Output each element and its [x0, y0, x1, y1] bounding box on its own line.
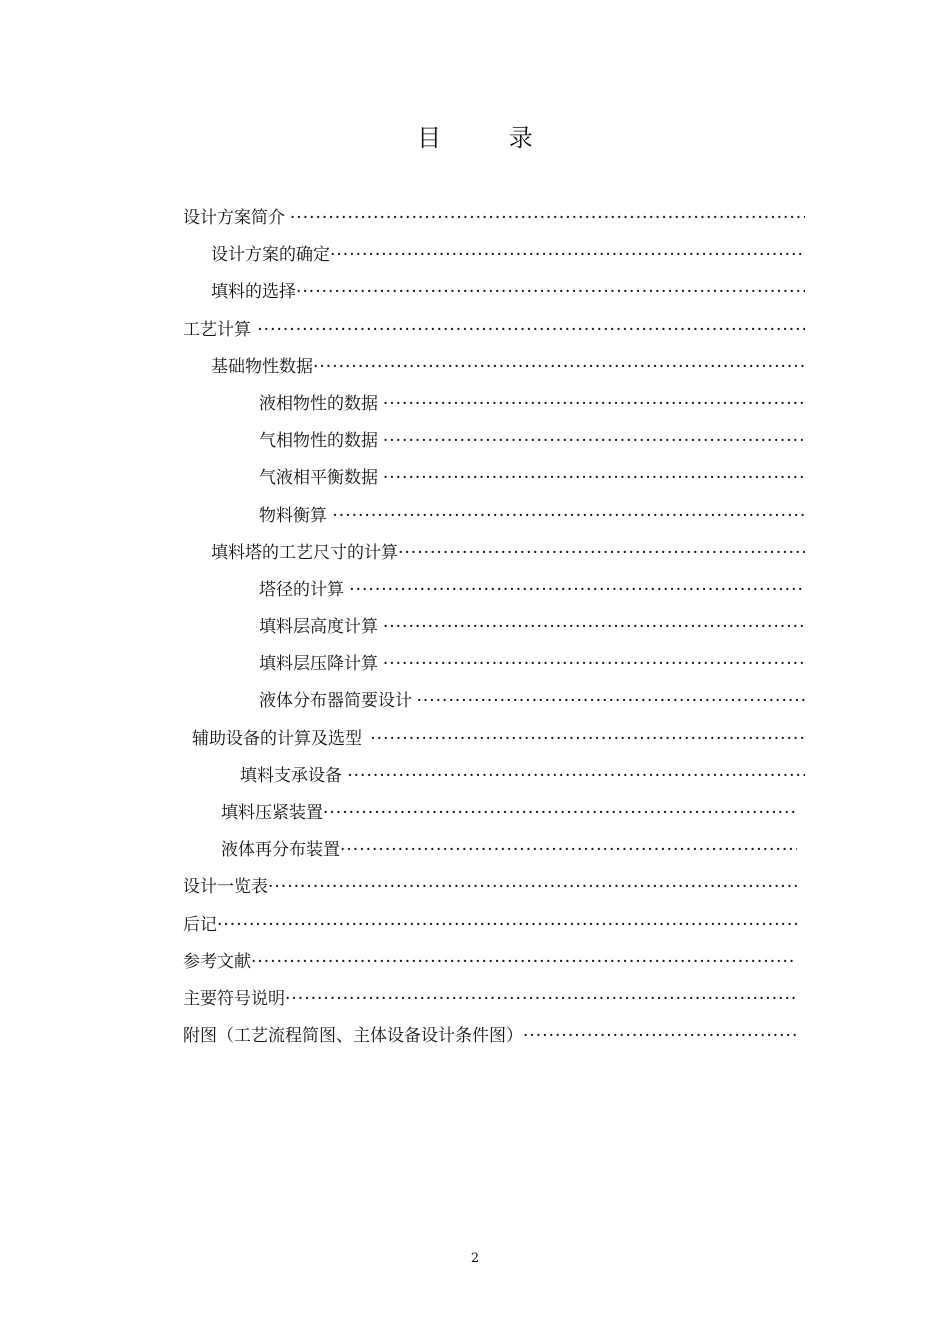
- toc-entry-label: 设计方案简介: [183, 208, 285, 228]
- table-of-contents: [0, 207, 950, 1062]
- toc-entry[interactable]: [0, 802, 950, 839]
- page-number: 2: [470, 1251, 480, 1266]
- toc-leader-dots: [332, 505, 805, 527]
- toc-entry[interactable]: [0, 876, 950, 913]
- toc-entry-label: 填料支承设备: [240, 765, 342, 786]
- toc-entry[interactable]: [0, 207, 950, 244]
- toc-entry[interactable]: [0, 467, 950, 504]
- toc-entry[interactable]: [0, 244, 950, 281]
- toc-entry[interactable]: [0, 951, 950, 988]
- toc-leader-dots: [383, 430, 805, 452]
- toc-entry[interactable]: [0, 765, 950, 802]
- toc-entry-label: 基础物性数据: [211, 356, 313, 377]
- toc-leader-dots: [383, 393, 805, 415]
- toc-entry-label: 设计方案的确定: [211, 245, 330, 266]
- toc-entry[interactable]: [0, 988, 950, 1025]
- toc-leader-dots: [330, 244, 805, 266]
- toc-entry-label: 填料塔的工艺尺寸的计算: [211, 542, 398, 563]
- toc-entry-label: 填料的选择: [211, 282, 296, 303]
- toc-entry-label: 气相物性的数据: [259, 431, 378, 452]
- toc-entry-label: 后记: [183, 914, 217, 935]
- toc-entry-label: 液体再分布装置: [221, 840, 340, 861]
- toc-entry-label: 液体分布器简要设计: [259, 691, 412, 712]
- toc-entry-label: 液相物性的数据: [259, 393, 378, 414]
- toc-leader-dots: [383, 616, 805, 638]
- toc-leader-dots: [383, 653, 805, 675]
- toc-leader-dots: [285, 988, 797, 1010]
- toc-entry[interactable]: [0, 281, 950, 318]
- toc-entry-label: 填料压紧装置: [221, 803, 323, 823]
- toc-entry-label: 工艺计算: [183, 319, 251, 340]
- toc-entry[interactable]: [0, 616, 950, 653]
- toc-entry[interactable]: [0, 319, 950, 356]
- toc-entry[interactable]: [0, 579, 950, 616]
- toc-entry[interactable]: [0, 914, 950, 951]
- toc-entry-label: 设计一览表: [183, 877, 268, 898]
- toc-leader-dots: [398, 542, 805, 564]
- toc-leader-dots: [370, 728, 805, 750]
- toc-entry[interactable]: [0, 393, 950, 430]
- toc-leader-dots: [347, 765, 805, 787]
- toc-entry[interactable]: [0, 505, 950, 542]
- toc-entry[interactable]: [0, 728, 950, 765]
- toc-leader-dots: [523, 1025, 797, 1047]
- toc-entry[interactable]: [0, 653, 950, 690]
- toc-leader-dots: [340, 839, 797, 861]
- toc-entry[interactable]: [0, 542, 950, 579]
- toc-entry[interactable]: [0, 430, 950, 467]
- toc-entry-label: 物料衡算: [259, 505, 327, 526]
- toc-entry[interactable]: [0, 690, 950, 727]
- toc-leader-dots: [296, 281, 805, 303]
- toc-entry-label: 辅助设备的计算及选型: [192, 728, 362, 749]
- toc-entry-label: 填料层高度计算: [259, 617, 378, 638]
- toc-entry-label: 附图（工艺流程简图、主体设备设计条件图）: [183, 1026, 523, 1047]
- toc-entry-label: 参考文献: [183, 951, 251, 972]
- toc-entry-label: 填料层压降计算: [259, 654, 378, 675]
- toc-leader-dots: [416, 690, 805, 712]
- toc-entry[interactable]: [0, 1025, 950, 1062]
- toc-entry-label: 主要符号说明: [183, 988, 285, 1009]
- toc-entry[interactable]: [0, 839, 950, 876]
- toc-leader-dots: [217, 914, 797, 936]
- toc-leader-dots: [290, 207, 805, 229]
- page-title: 目 录: [417, 124, 563, 152]
- toc-leader-dots: [349, 579, 805, 601]
- toc-entry-label: 塔径的计算: [259, 579, 344, 600]
- toc-entry-label: 气液相平衡数据: [259, 468, 378, 489]
- toc-leader-dots: [257, 319, 805, 341]
- toc-leader-dots: [313, 356, 805, 378]
- toc-leader-dots: [323, 802, 797, 824]
- toc-leader-dots: [383, 467, 805, 489]
- toc-leader-dots: [251, 951, 797, 973]
- toc-entry[interactable]: [0, 356, 950, 393]
- toc-leader-dots: [268, 876, 797, 898]
